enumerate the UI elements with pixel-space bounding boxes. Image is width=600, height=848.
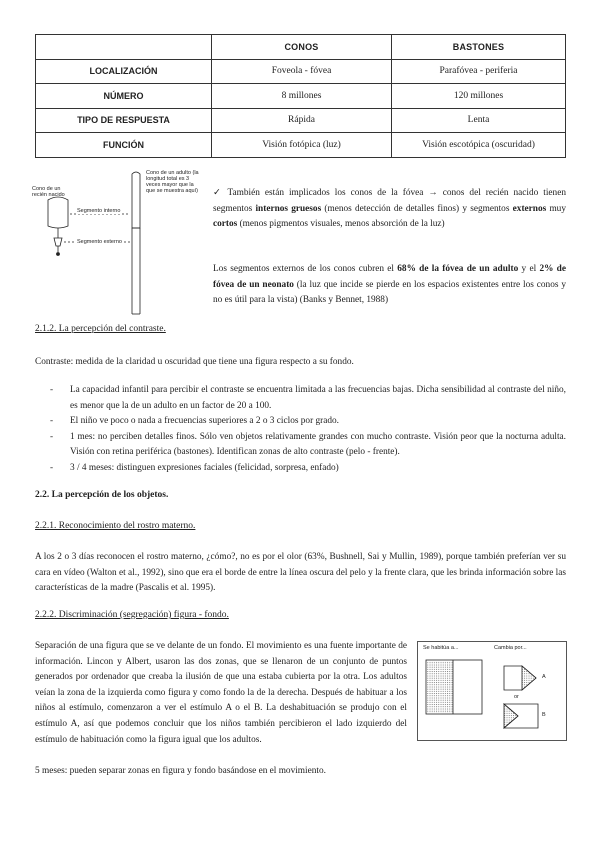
intro-paragraph-1: ✓ También están implicados los conos de la fóvea → conos del recién nacido tienen segmentos internos gruesos (menos detección de detalles finos) y segmentos externos muy cortos (menos pigmentos visuales, menos absorción de la luz) [213,187,566,230]
heading-contrast: 2.1.2. La percepción del contraste. [35,324,166,334]
intro-paragraph-2: Los segmentos externos de los conos cubren el 68% de la fóvea de un adulto y el 2% de fóvea de un neonato (la luz que incide se pierde en los espacios existentes entre los conos y no es útil para la vista) (Banks y Bennet, 1988) [213,264,566,306]
cell-conos: Foveola - fóvea [212,59,392,84]
table-row [36,84,566,109]
row-label: NÚMERO [36,84,212,109]
list-item: - 3 / 4 meses: distinguen expresiones faciales (felicidad, sorpresa, enfado) [50,462,339,473]
label-newborn-cone: Cono de un recién nacido [32,186,65,198]
cell-conos: Rápida [212,108,392,133]
cell-bastones: Parafóvea - periferia [392,59,566,84]
cell-bastones: Visión escotópica (oscuridad) [392,133,566,158]
stimulus-diagram-icon [418,642,566,740]
list-item: - La capacidad infantil para percibir el contraste se encuentra limitada a las frecuencias bajas. Dicha sensibilidad al contraste del niño, es menor que la de un adulto en un factor de 20 a 100. [50,385,566,411]
label-change: Cambia por... [494,645,527,651]
list-item: - El niño ve poco o nada a frecuencias superiores a 2 o 3 ciclos por grado. [50,416,339,427]
label-habituate: Se habitúa a... [423,645,459,651]
habituation-figure [417,641,567,741]
table-row [36,108,566,133]
cell-bastones: Lenta [392,108,566,133]
final-line: 5 meses: pueden separar zonas en figura y fondo basándose en el movimiento. [35,766,326,776]
cone-figure [30,168,200,320]
heading-face: 2.2.1. Reconocimiento del rostro materno. [35,521,196,531]
row-label: TIPO DE RESPUESTA [36,108,212,133]
label-or: or [514,694,519,700]
cell-conos: Visión fotópica (luz) [212,133,392,158]
table-row [36,59,566,84]
figure-ground-paragraph: Separación de una figura que se ve delante de un fondo. El movimiento es una fuente importante de información. Lincon y Albert, usaron las dos zonas, que se llenaron de un conjunto de puntos generados por ordenador que creaba la ilusión de que una estaba cubierta por la otra. Los adultos veían la zona de la izquierda como figura y como fondo la de la derecha. Después de habituar a los niños al estímulo, comenzaron a ver el estímulo A o el B. La deshabituación se produjo con el estímulo A, así que podemos concluir que los niños también percibieron el lado izquierdo del estímulo de habituación como la figura igual que los adultos. [35,641,407,745]
label-adult-cone: Cono de un adulto (la longitud total es 3 veces mayor que la que se muestra aquí) [146,170,199,194]
label-outer-segment: Segmento externo [77,239,122,245]
table-header-conos: CONOS [212,35,392,60]
contrast-bullets [35,383,566,477]
table-header-empty [36,35,212,60]
table-header-row [36,35,566,60]
list-item: - 1 mes: no perciben detalles finos. Sólo ven objetos relativamente grandes con mucho contraste. Visión peor que la nocturna adulta. Visión con retina periférica (bastones). Identifican zonas de alto contraste (pelo - frente). [50,431,566,458]
row-label: FUNCIÓN [36,133,212,158]
check-icon: ✓ [213,187,224,198]
row-label: LOCALIZACIÓN [36,59,212,84]
face-paragraph: A los 2 o 3 días reconocen el rostro materno, ¿cómo?, no es por el olor (63%, Bushnell, Sai y Mullin, 1989), porque también preferían ver su cara en vídeo (Walton et al., 1992), sino que era el borde de entre la línea oscura del pelo y la frente clara, que les brinda información sobre las características de la madre (Pascalis et al. 1995). [35,552,566,594]
cell-conos: 8 millones [212,84,392,109]
contrast-definition: Contraste: medida de la claridad u oscuridad que tiene una figura respecto a su fondo. [35,357,354,367]
heading-figure-ground: 2.2.2. Discriminación (segregación) figura - fondo. [35,610,229,620]
heading-objects: 2.2. La percepción de los objetos. [35,490,169,500]
cell-bastones: 120 millones [392,84,566,109]
table-row [36,133,566,158]
comparison-table [35,34,566,158]
label-a: A [542,674,546,680]
table-header-bastones: BASTONES [392,35,566,60]
label-inner-segment: Segmento interno [77,208,121,214]
label-b: B [542,712,546,718]
